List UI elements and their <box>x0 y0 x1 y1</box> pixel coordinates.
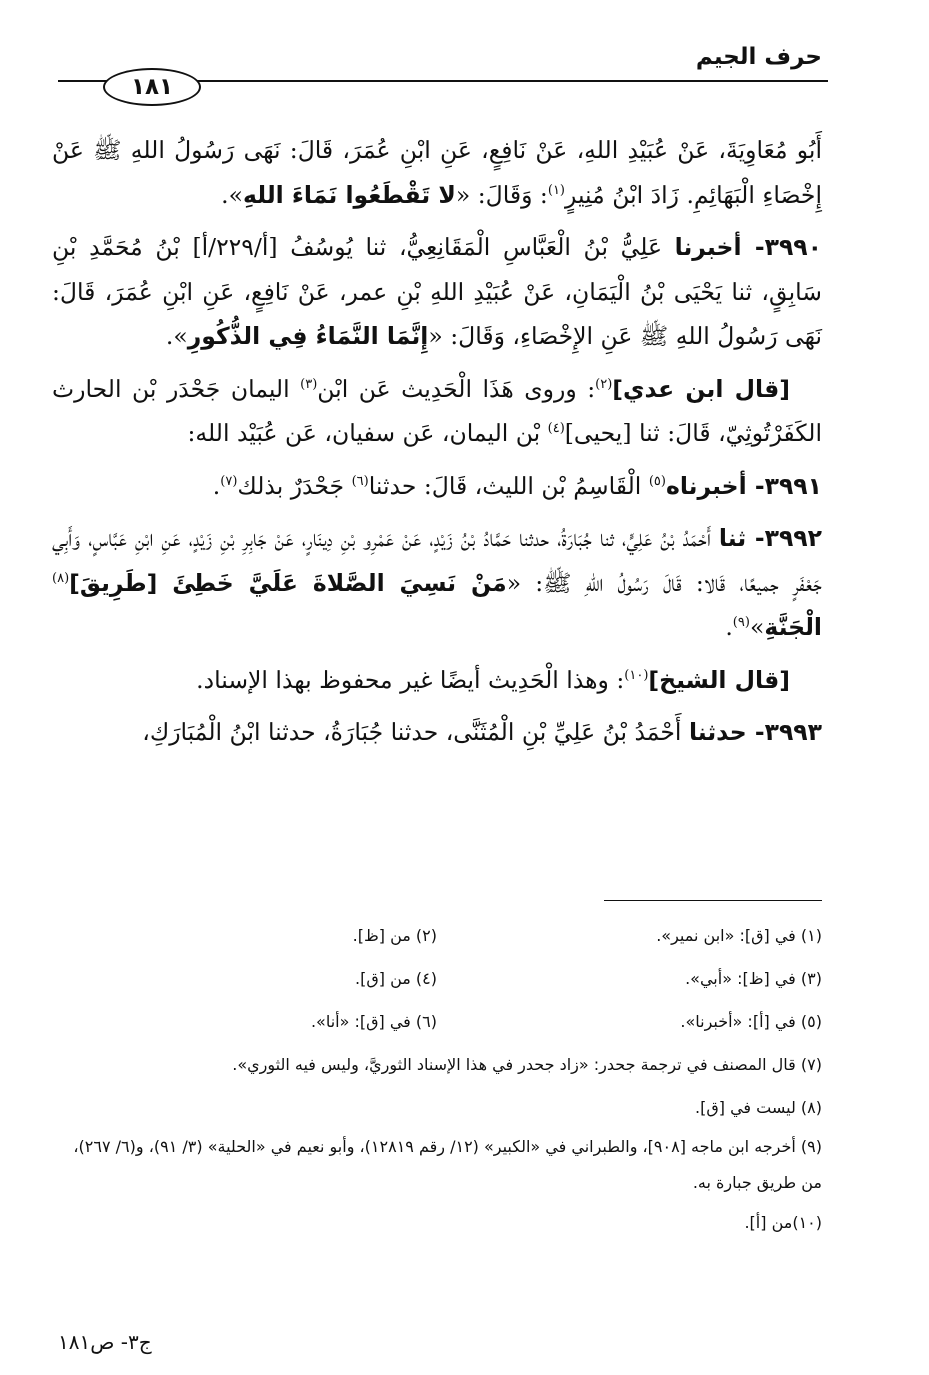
text-run: عَلِيُّ بْنُ الْعَبَّاسِ الْمَقَانِعِيُّ، ثنا يُوسُفُ [أ/٢٢٩/أ] بْنُ مُحَمَّدِ بْنِ سَابِقٍ، ثنا يَحْيَى بْنُ الْيَمَانِ، عَنْ عُبَيْدِ اللهِ بْنِ عمر، عَنْ نَافِعٍ، عَنِ ابْنِ عُمَرَ، قَالَ: نَهَى رَسُولُ اللهِ ﷺ عَنِ الإِخْصَاءِ، وَقَالَ: « <box>52 233 822 350</box>
hadith-3990 <box>52 225 822 359</box>
text-run: أَحْمَدُ بْنُ عَلِيٍّ، ثنا جُبَارَةُ، حدثنا حَمَّادُ بْنُ زَيْدٍ، عَنْ عَمْرِو بْنِ دِينَارٍ، عَنْ جَابِرِ بْنِ زَيْدٍ، عَنِ ابْنِ عَبَّاسٍ، وَأَبِي جَعْفَرٍ جميعًا، قَالا: قَالَ رَسُولُ اللهِ ﷺ: « <box>52 524 822 597</box>
text-run: : وَقَالَ: « <box>455 180 548 209</box>
hadith-number: ٣٩٩٣- حدثنا <box>688 718 822 746</box>
hadith-quote: الْجَنَّةِ <box>764 613 822 641</box>
page-number-badge <box>103 68 201 106</box>
footnote-6: (٦) في [ق]: «أنا». <box>310 1012 437 1031</box>
footnote-ref: (٥) <box>648 473 666 489</box>
text-run: : وروى هَذَا الْحَدِيث عَن ابْن <box>317 374 596 403</box>
text-run: بْن اليمان، عَن سفيان، عَن عُبَيْد الله: <box>187 419 548 447</box>
text-run: اليمان جَحْدَر بْن الحارث الكَفَرْتُوثِيّ، قَالَ: ثنا [يحيى] <box>52 374 822 447</box>
sheikh-comment <box>52 658 822 703</box>
footnote-9: (٩) أخرجه ابن ماجه [٩٠٨]، والطبراني في «الكبير» (١٢/ رقم ١٢٨١٩)، وأبو نعيم في «الحلية» (٣/ ٩١)، و(٦/ ٢٦٧)، من طريق جبارة به. <box>73 1137 822 1192</box>
footnote-2: (٢) من [ظ]. <box>352 926 437 945</box>
footnote-ref: (٩) <box>732 615 750 631</box>
text-run: الْقَاسِمُ بْن الليث، قَالَ: حدثنا <box>368 471 649 500</box>
hadith-quote: إِنَّمَا النَّمَاءُ فِي الذُّكُورِ <box>187 322 429 350</box>
hadith-quote: لا تَقْطَعُوا نَمَاءَ اللهِ <box>243 180 456 209</box>
text-run: . <box>212 471 221 500</box>
footnote-ref: (٨) <box>52 570 70 586</box>
hadith-quote: مَنْ نَسِيَ الصَّلاةَ عَلَيَّ خَطِئَ [طَرِيقَ] <box>69 568 507 597</box>
hadith-3991 <box>52 464 822 509</box>
footnote-row <box>52 914 822 957</box>
text-run: ». <box>165 322 188 350</box>
hadith-3993 <box>52 710 822 755</box>
text-run: » <box>749 613 765 641</box>
speaker-label: [قال ابن عدي] <box>612 374 791 403</box>
volume-page-footer: ج٣- ص١٨١ <box>58 1330 152 1354</box>
text-run: أَبُو مُعَاوِيَةَ، عَنْ عُبَيْدِ اللهِ، عَنْ نَافِعٍ، عَنِ ابْنِ عُمَرَ، قَالَ: نَهَى رَسُولُ اللهِ ﷺ عَنْ إِخْصَاءِ الْبَهَائِمِ. زَادَ ابْنُ مُنِيرٍ <box>52 136 822 209</box>
speaker-label: [قال الشيخ] <box>648 665 790 694</box>
footnote-row <box>52 957 822 1000</box>
footnote-row <box>52 1000 822 1043</box>
text-run: أَحْمَدُ بْنُ عَلِيِّ بْنِ الْمُثَنَّى، حدثنا جُبَارَةُ، حدثنا ابْنُ الْمُبَارَكِ، <box>142 718 689 746</box>
footnote-divider <box>604 900 822 901</box>
text-run: : وهذا الْحَدِيث أيضًا غير محفوظ بهذا الإسناد. <box>196 665 625 694</box>
ibn-adi-comment <box>52 367 822 456</box>
chapter-title: حرف الجيم <box>695 44 822 70</box>
hadith-number: ٣٩٩١- أخبرناه <box>665 471 822 500</box>
hadith-number: ٣٩٩٢- ثنا <box>718 524 822 552</box>
paragraph-1 <box>52 128 822 217</box>
main-text <box>52 128 822 763</box>
footnote-5: (٥) في [أ]: «أخبرنا». <box>680 1012 822 1031</box>
footnotes <box>52 914 822 1244</box>
footnote-10: (١٠)من [أ]. <box>744 1213 822 1232</box>
text-run: جَحْدَرٌ بذلك <box>237 471 352 500</box>
footnote-ref: (٦) <box>351 473 369 489</box>
footnote-ref: (٧) <box>220 473 238 489</box>
text-run: . <box>725 613 733 641</box>
page-number: ١٨١ <box>130 74 174 100</box>
footnote-8: (٨) ليست في [ق]. <box>695 1098 822 1117</box>
footnote-ref: (٣) <box>300 376 318 392</box>
footnote-1: (١) في [ق]: «ابن نمير». <box>656 926 822 945</box>
footnote-3: (٣) في [ظ]: «أبي». <box>685 969 822 988</box>
footnote-ref: (١٠) <box>624 667 649 683</box>
footnote-ref: (١) <box>547 182 565 198</box>
hadith-number: ٣٩٩٠- أخبرنا <box>674 233 822 261</box>
footnote-4: (٤) من [ق]. <box>355 969 437 988</box>
footnote-ref: (٢) <box>595 376 613 392</box>
footnote-ref: (٤) <box>547 421 565 437</box>
text-run: ». <box>221 180 243 209</box>
footnote-7: (٧) قال المصنف في ترجمة جحدر: «زاد جحدر في هذا الإسناد الثوريَّ، وليس فيه الثوري». <box>232 1055 822 1074</box>
hadith-3992 <box>52 516 822 650</box>
